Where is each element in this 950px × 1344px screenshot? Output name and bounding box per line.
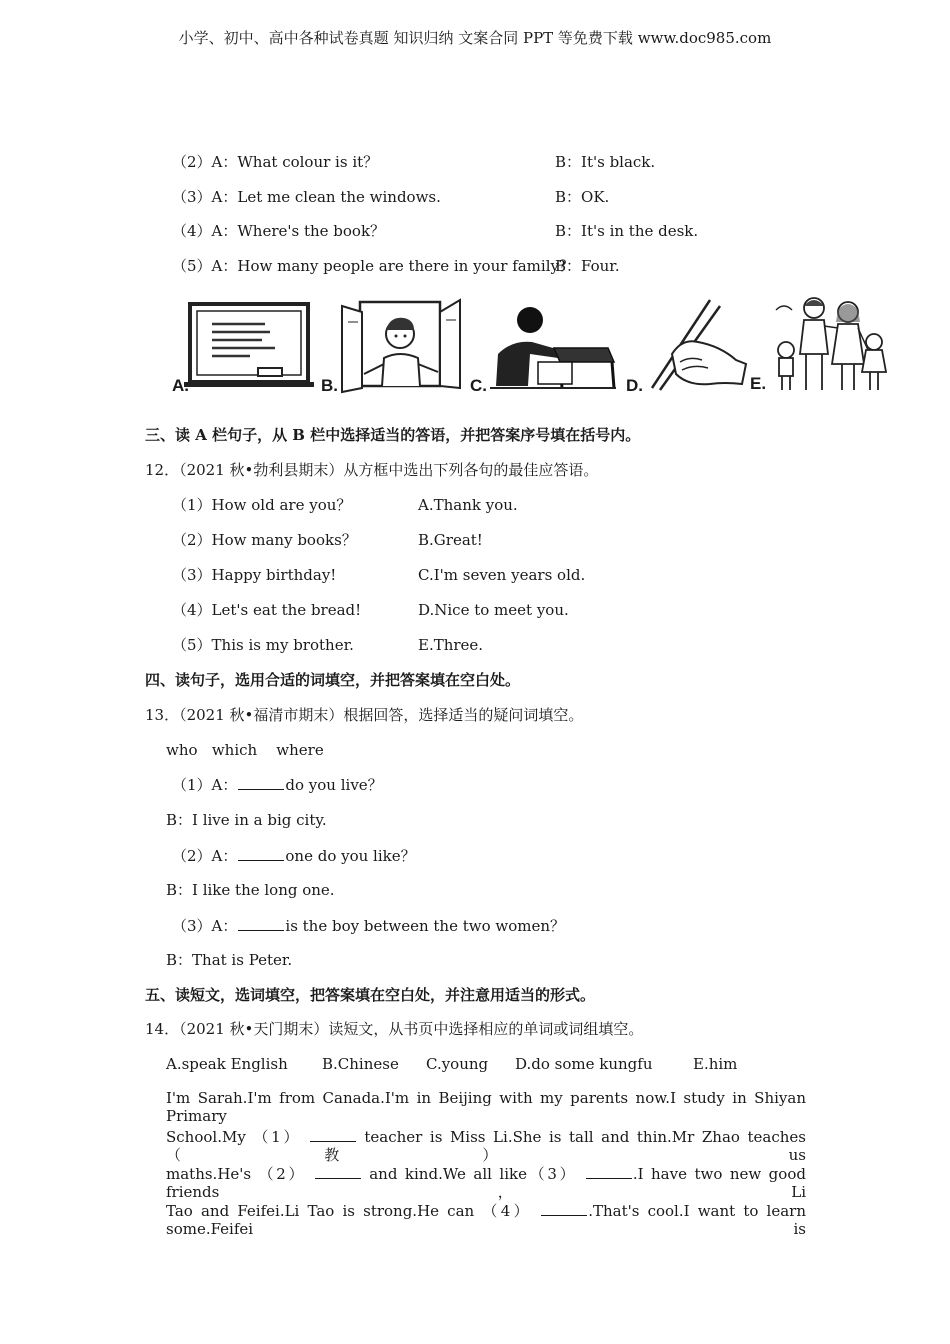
picture-label: B. <box>321 376 338 395</box>
item-text: is the boy between the two women？ <box>285 917 566 935</box>
picture-a <box>170 292 315 398</box>
q13-item-3 <box>172 916 565 935</box>
column-b-item: A.Thank you. <box>418 496 518 514</box>
boy-at-window-icon <box>320 292 465 398</box>
dialogue-a: （2）A：What colour is it？ <box>172 153 379 171</box>
passage-text: maths.He's （2） <box>166 1165 307 1183</box>
item-text: do you live？ <box>285 776 383 794</box>
item-number: （3）A： <box>172 917 238 935</box>
dialogue-a: （3）A：Let me clean the windows. <box>172 188 441 206</box>
column-b-item: D.Nice to meet you. <box>418 601 569 619</box>
option: C.young <box>426 1055 489 1073</box>
answer-blank[interactable] <box>541 1201 587 1216</box>
question-13-title: 13．（2021 秋•福清市期末）根据回答，选择适当的疑问词填空。 <box>145 706 584 724</box>
q13-reply-2: B：I like the long one. <box>166 881 335 899</box>
dialogue-b: B：It's in the desk. <box>555 222 699 240</box>
passage-line <box>166 1127 806 1164</box>
picture-label: E. <box>750 374 767 393</box>
picture-c <box>468 292 618 398</box>
item-number: （2）A： <box>172 847 238 865</box>
column-a-item: （2）How many books？ <box>172 531 357 549</box>
column-b-item: B.Great! <box>418 531 483 549</box>
dialogue-b: B：Four. <box>555 257 620 275</box>
option: E.him <box>693 1055 738 1073</box>
column-a-item: （3）Happy birthday! <box>172 566 337 584</box>
picture-label: D. <box>626 376 643 395</box>
option: A.speak English <box>166 1055 288 1073</box>
q13-reply-3: B：That is Peter. <box>166 951 293 969</box>
passage-text: School.My （1） <box>166 1128 302 1146</box>
passage-text: .That's cool.I want to learn some.Feifei is <box>166 1202 806 1238</box>
answer-blank[interactable] <box>238 846 284 861</box>
section-5-heading: 五、读短文，选词填空，把答案填在空白处，并注意用适当的形式。 <box>145 986 596 1004</box>
passage-text: Tao and Feifei.Li Tao is strong.He can （4） <box>166 1202 533 1220</box>
passage-line <box>166 1201 806 1238</box>
passage-line <box>166 1164 806 1201</box>
section-3-heading: 三、读 A 栏句子，从 B 栏中选择适当的答语，并把答案序号填在括号内。 <box>145 426 641 444</box>
blackboard-icon <box>170 292 315 398</box>
column-b-item: E.Three. <box>418 636 484 654</box>
q13-reply-1: B：I live in a big city. <box>166 811 327 829</box>
option: B.Chinese <box>322 1055 399 1073</box>
picture-d <box>624 292 749 398</box>
dialogue-b: B：OK. <box>555 188 610 206</box>
column-a-item: （1）How old are you？ <box>172 496 352 514</box>
picture-b <box>320 292 465 398</box>
question-12-title: 12．（2021 秋•勃利县期末）从方框中选出下列各句的最佳应答语。 <box>145 461 599 479</box>
page-header: 小学、初中、高中各种试卷真题 知识归纳 文案合同 PPT 等免费下载 www.doc985.com <box>178 29 772 47</box>
word-bank: who which where <box>166 741 324 759</box>
passage-text: .I have two new good friends，Li <box>166 1165 806 1201</box>
dialogue-a: （5）A：How many people are there in your family？ <box>172 257 574 275</box>
item-number: （1）A： <box>172 776 238 794</box>
passage-text: teacher is Miss Li.She is tall and thin.Mr Zhao teaches （教） us <box>166 1128 806 1164</box>
picture-label: C. <box>470 376 487 395</box>
item-text: one do you like？ <box>285 847 416 865</box>
dialogue-a: （4）A：Where's the book？ <box>172 222 386 240</box>
passage-line: I'm Sarah.I'm from Canada.I'm in Beijing with my parents now.I study in Shiyan Primary <box>166 1089 806 1125</box>
picture-e <box>748 292 890 398</box>
question-14-title: 14．（2021 秋•天门期末）读短文，从书页中选择相应的单词或词组填空。 <box>145 1020 644 1038</box>
dialogue-b: B：It's black. <box>555 153 656 171</box>
person-at-desk-icon <box>468 292 618 398</box>
passage-text: and kind.We all like（3） <box>369 1165 578 1183</box>
option: D.do some kungfu <box>515 1055 653 1073</box>
answer-blank[interactable] <box>586 1164 632 1179</box>
picture-label: A. <box>172 376 189 395</box>
family-icon <box>748 292 890 398</box>
q13-item-1 <box>172 775 383 794</box>
column-b-item: C.I'm seven years old. <box>418 566 586 584</box>
answer-blank[interactable] <box>310 1127 356 1142</box>
q13-item-2 <box>172 846 416 865</box>
section-4-heading: 四、读句子，选用合适的词填空，并把答案填在空白处。 <box>145 671 521 689</box>
answer-blank[interactable] <box>315 1164 361 1179</box>
column-a-item: （5）This is my brother. <box>172 636 354 654</box>
answer-blank[interactable] <box>238 775 284 790</box>
column-a-item: （4）Let's eat the bread! <box>172 601 362 619</box>
answer-blank[interactable] <box>238 916 284 931</box>
